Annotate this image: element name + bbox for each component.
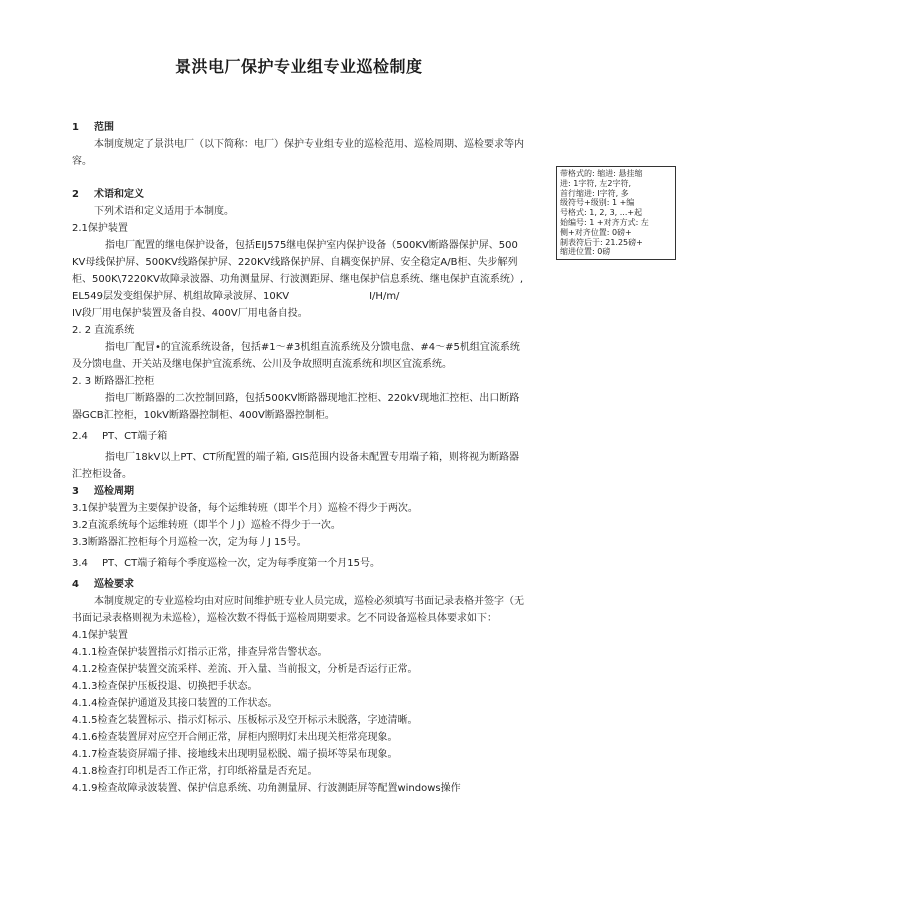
definition-4-text: 指电厂18kV以上PT、CT所配置的端子箱, GIS范围内设备未配置专用端子箱，则将视为断路器汇控柜设备。 — [72, 452, 519, 480]
cycle-item-3: 3.3断路器汇控柜每个月巡检一次，定为每丿J 15号。 — [72, 537, 307, 548]
section-4-intro: 本制度规定的专业巡检均由对应时间维护班专业人员完成，巡检必须填写书面记录表格并签字（无书面记录表格则视为未巡检），巡检次数不得低于巡检周期要求。乞不同设备巡检具体要求如下： — [72, 596, 524, 624]
definition-4-title — [72, 428, 524, 445]
definition-1-title: 2.1保护装置 — [72, 223, 128, 234]
section-4-heading — [72, 576, 524, 593]
section-2-heading — [72, 186, 524, 203]
section-number: 4 — [72, 579, 79, 590]
format-comment-balloon[interactable] — [556, 166, 676, 260]
definition-4-number: 2.4 — [72, 431, 88, 442]
cycle-item-4 — [72, 555, 524, 572]
definition-1-text — [72, 237, 524, 305]
section-number: 1 — [72, 122, 79, 133]
comment-line: 号格式: 1, 2, 3, ...+起 — [560, 208, 643, 218]
section-number: 3 — [72, 486, 79, 497]
definition-4-label: PT、CT端子箱 — [102, 431, 168, 442]
section-title: 巡检周期 — [94, 486, 134, 497]
section-1-heading — [72, 119, 524, 136]
section-3-heading — [72, 483, 524, 500]
requirement-item: 4.1.2检查保护装置交流采样、差流、开入量、当前报文，分析是否运行正常。 — [72, 664, 418, 675]
section-title: 术语和定义 — [94, 189, 144, 200]
definition-3-title: 2. 3 断路器汇控柜 — [72, 376, 155, 387]
section-title: 巡检要求 — [94, 579, 134, 590]
requirement-item: 4.1.1检查保护装置指示灯指示正常，排查异常告警状态。 — [72, 647, 328, 658]
comment-line: 缩进位置: 0磅 — [560, 247, 611, 257]
requirement-item: 4.1.8检查打印机是否工作正常，打印纸裕量是否充足。 — [72, 766, 318, 777]
comment-line: 首行缩进: I字符, 多 — [560, 188, 629, 198]
requirement-item: 4.1.6检查装置屏对应空开合闸正常，屏柜内照明灯未出现关柜常亮现象。 — [72, 732, 398, 743]
document-title: 景洪电厂保护专业组专业巡检制度 — [175, 57, 423, 76]
requirement-item: 4.1.7检查装资屏端子排、接地线未出现明显松脱、端子损坏等杲布现象。 — [72, 749, 398, 760]
definition-1-tail: I/H/m/ — [369, 291, 400, 302]
cycle-item-4-number: 3.4 — [72, 558, 88, 569]
definition-2-title: 2. 2 直流系统 — [72, 325, 135, 336]
cycle-item-2: 3.2直流系统每个运维转班（即半个丿J）巡检不得少于一次。 — [72, 520, 341, 531]
definition-1-body: 指电厂配置的继电保护设备，包括EIJ575继电保护室内保护设备（500KV断路器保护屏、500KV母线保护屏、500KV线路保护屏、220KV线路保护屏、自耦变保护屏、安全稳定A/B柜、失步解列柜、500K\7220KV故障录波器、功角测量屏、行波测距屏、继电保护信息系统、继电保护直流系统）, EL549层发变组保护屏、机组故障录波屏、10KV — [72, 240, 524, 302]
cycle-item-1: 3.1保护装置为主要保护设备，每个运维转班（即半个月）巡检不得少于两次。 — [72, 503, 418, 514]
cycle-item-4-text: PT、CT端子箱每个季度巡检一次，定为每季度第一个月15号。 — [102, 558, 380, 569]
requirement-subtitle: 4.1保护装置 — [72, 630, 128, 641]
comment-line: 侧+对齐位置: 0磅+ — [560, 227, 632, 237]
section-title: 范围 — [94, 122, 114, 133]
definition-3-text: 指电厂断路器的二次控制回路，包括500KV断路器现地汇控柜、220kV现地汇控柜、出口断路器GCB汇控柜，10kV断路器控制柜、400V断路器控制柜。 — [72, 393, 520, 421]
requirement-item: 4.1.4检查保护通道及其接口装置的工作状态。 — [72, 698, 278, 709]
section-number: 2 — [72, 189, 79, 200]
requirement-item: 4.1.3检查保护压板投退、切换把手状态。 — [72, 681, 258, 692]
requirement-item: 4.1.5检查乞装置标示、指示灯标示、压板标示及空开标示未脱落，字迹清晰。 — [72, 715, 418, 726]
comment-line: 制表符后于: 21.25磅+ — [560, 237, 643, 247]
comment-line: 带格式的: 缩进: 悬挂缩 — [560, 169, 643, 178]
comment-line: 始编号: 1 +对齐方式: 左 — [560, 217, 649, 227]
requirement-item: 4.1.9检查故障录波装置、保护信息系统、功角测量屏、行波测距屏等配置windows操作 — [72, 783, 461, 794]
section-2-intro: 下列术语和定义适用于本制度。 — [94, 206, 234, 217]
comment-line: 进: 1字符, 左2字符, — [560, 178, 632, 188]
document-body — [72, 119, 524, 797]
section-1-text: 本制度规定了景洪电厂（以下简称：电厂）保护专业组专业的巡检范用、巡检周期、巡检要求等内容。 — [72, 139, 524, 167]
comment-line: 级符号+级别: 1 +编 — [560, 198, 635, 208]
definition-2-text: 指电厂配冒•的宜流系统设备，包括#1～#3机组直流系统及分馈电盘、#4～#5机组宜流系统及分馈电盘、开关站及继电保护宜流系统、公川及争故照明直流系统和坝区宜流系统。 — [72, 342, 520, 370]
definition-1-text-cont: IV段厂用电保护装置及备自投、400V厂用电备自投。 — [72, 308, 308, 319]
